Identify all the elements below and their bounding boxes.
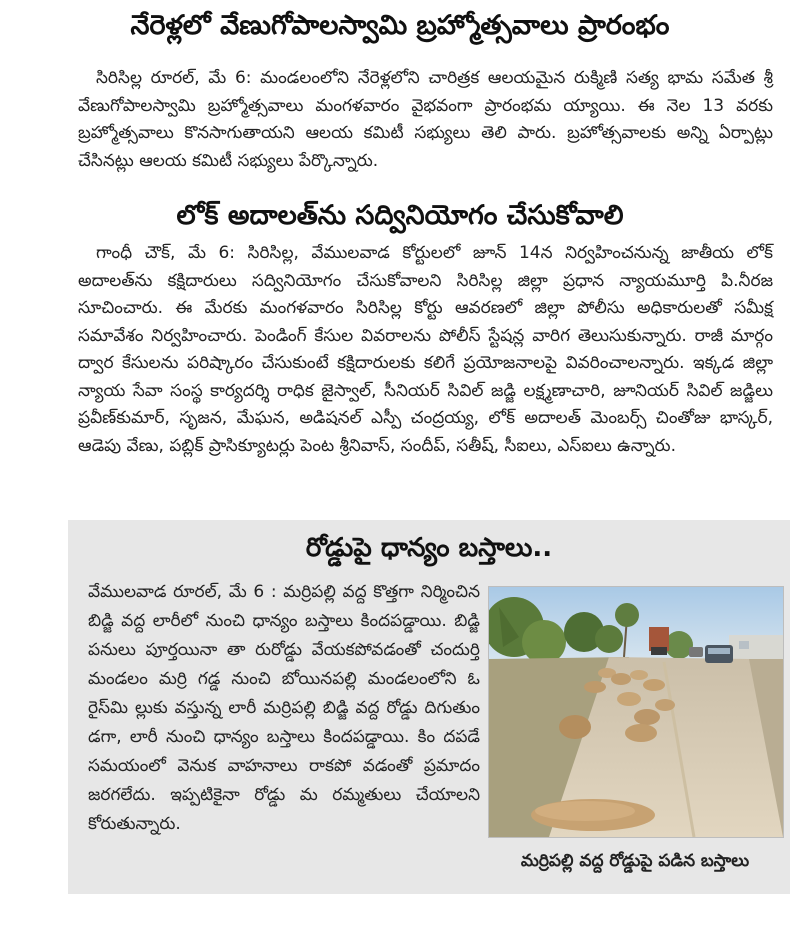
article3-body: వేములవాడ రూరల్, మే 6 : మర్రిపల్లి వద్ద కొత్తగా నిర్మించిన బిడ్జి వద్ద లారీలో నుంచి ధాన్యం బస్తాలు కిందపడ్డాయి. బిడ్జి పనులు పూర్తయినా తా రురోడ్డు వేయకపోవడంతో చందుర్తి మండలం మర్రి గడ్డ నుంచి బోయినపల్లి మండలంలోని ఓ రైస్‌మి ల్లుకు వస్తున్న లారీ మర్రిపల్లి బిడ్జి వద్ద రోడ్డు దిగుతుం డగా, లారీ నుంచి ధాన్యం బస్తాలు కిందపడ్డాయి. కిం దపడే సమయంలో వెనుక వాహనాలు రాకపో వడంతో ప్రమాదం జరగలేదు. ఇప్పటికైనా రోడ్డు మ రమ్మతులు చేయాలని కోరుతున్నారు. bbox=[88, 582, 480, 834]
article3-box bbox=[68, 520, 790, 894]
road-grain-bags-photo bbox=[488, 586, 784, 838]
article1-body: సిరిసిల్ల రూరల్, మే 6: మండలంలోని నేరెళ్లలోని చారిత్రక ఆలయమైన రుక్మిణి సత్య భామ సమేత శ్రీ వేణుగోపాలస్వామి బ్రహ్మోత్సవాలు మంగళవారం వైభవంగా ప్రారంభమ య్యాయి. ఈ నెల 13 వరకు బ్రహ్మోత్సవాలు కొనసాగుతాయని ఆలయ కమిటీ సభ్యులు తెలి పారు. బ్రహోత్సవాలకు అన్ని ఏర్పాట్లు చేసినట్లు ఆలయ కమిటీ సభ్యులు పేర్కొన్నారు. bbox=[78, 68, 773, 171]
article2-headline: లోక్ అదాలత్‌ను సద్వినియోగం చేసుకోవాలి bbox=[176, 200, 624, 231]
article3-headline: రోడ్డుపై ధాన్యం బస్తాలు.. bbox=[305, 533, 553, 563]
article2-body: గాంధీ చౌక్, మే 6: సిరిసిల్ల, వేములవాడ కోర్టులలో జూన్ 14న నిర్వహించనున్న జాతీయ లోక్ అదాలత్‌ను కక్షిదారులు సద్వినియోగం చేసుకోవాలని సిరిసిల్ల జిల్లా ప్రధాన న్యాయమూర్తి పి.నీరజ సూచించారు. ఈ మేరకు మంగళవారం సిరిసిల్ల కోర్టు ఆవరణలో జిల్లా పోలీసు అధికారులతో సమీక్ష సమావేశం నిర్వహించారు. పెండింగ్ కేసుల వివరాలను పోలీస్ స్టేషన్ల వారిగ తెలుసుకున్నారు. రాజీ మార్గం ద్వార కేసులను పరిష్కారం చేసుకుంటే కక్షిదారులకు కలిగే ప్రయోజనాలపై వివరించాలన్నారు. ఇక్కడ జిల్లా న్యాయ సేవా సంస్థ కార్యదర్శి రాధిక జైస్వాల్, సీనియర్ సివిల్ జడ్జి లక్ష్మణాచారి, జూనియర్ సివిల్ జడ్జిలు ప్రవీణ్‌కుమార్, సృజన, మేఘన, అడిషనల్ ఎస్పీ చంద్రయ్య, లోక్ అదాలత్ మెంబర్స్ చింతోజు భాస్కర్, ఆడెపు వేణు, పబ్లిక్ ప్రాసిక్యూటర్లు పెంట శ్రీనివాస్, సందీప్, సతీష్, సీఐలు, ఎస్ఐలు ఉన్నారు. bbox=[78, 243, 773, 456]
article1-headline: నేరెళ్లలో వేణుగోపాలస్వామి బ్రహ్మోత్సవాలు ప్రారంభం bbox=[130, 10, 670, 41]
photo-caption: మర్రిపల్లి వద్ద రోడ్డుపై పడిన బస్తాలు bbox=[520, 851, 750, 871]
